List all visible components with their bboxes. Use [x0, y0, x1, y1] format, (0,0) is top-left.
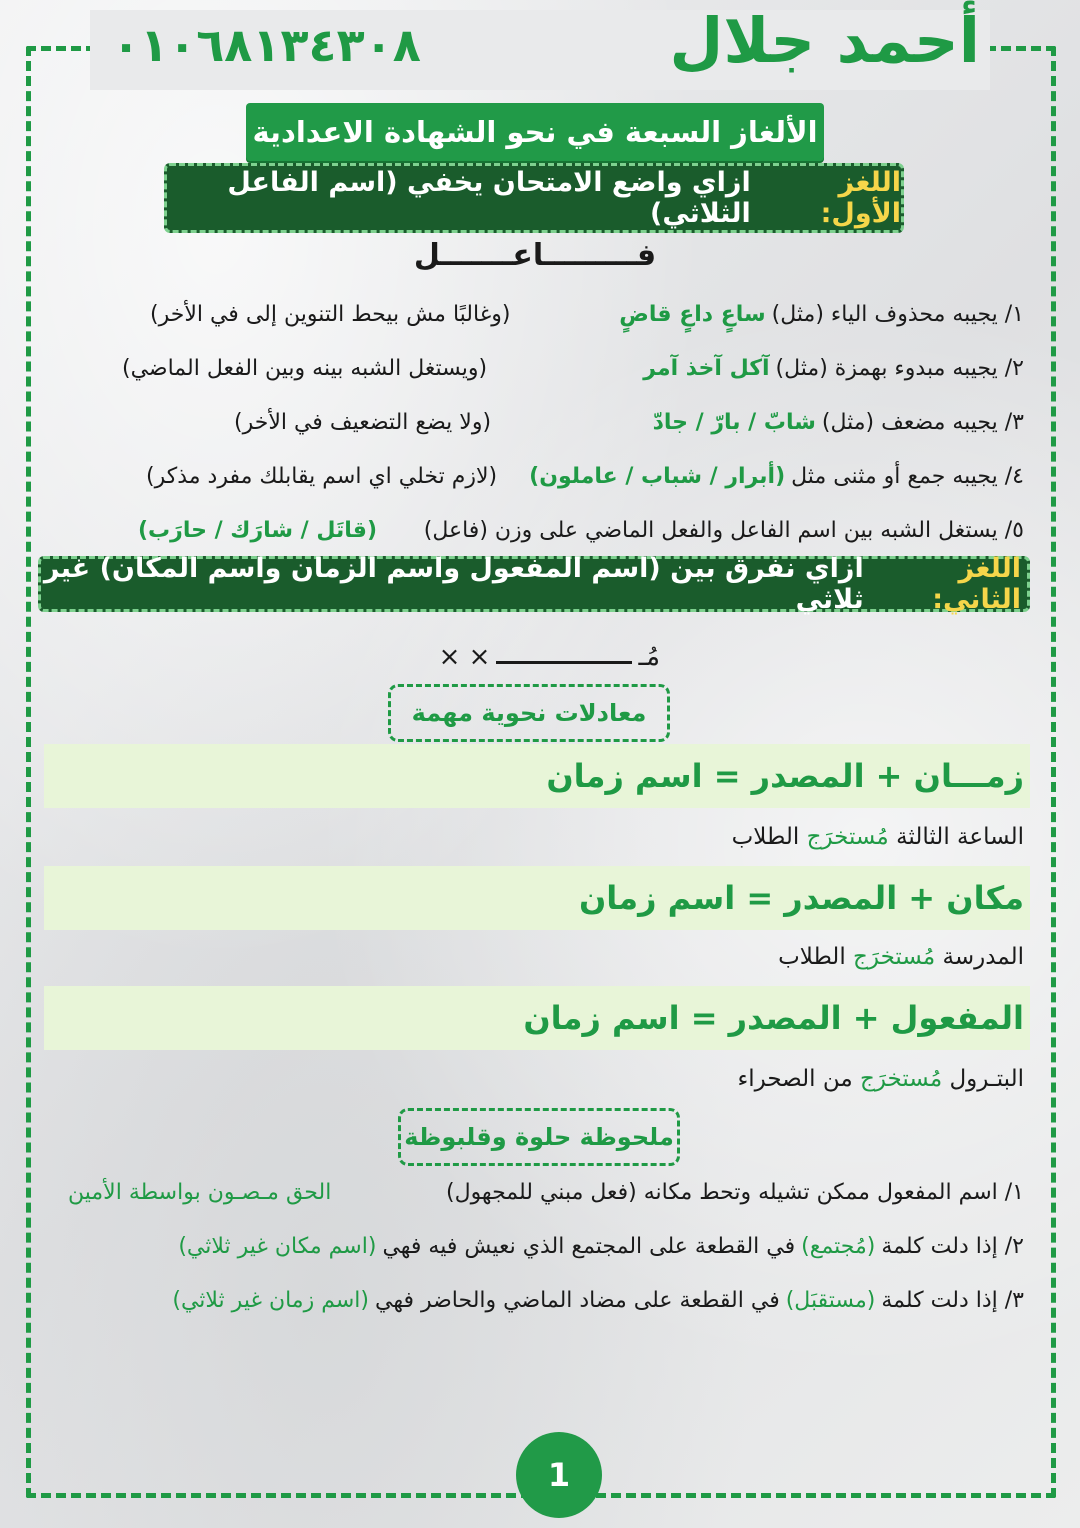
phone-number: ٠١٠٦٨١٣٤٣٠٨: [112, 18, 421, 72]
item-examples: شابّ / بارّ / جادّ: [652, 410, 816, 435]
item-examples: (أبرار / شباب / عاملون): [529, 464, 786, 489]
example-word: مُستخرَج: [853, 944, 936, 970]
note-text: ٣/ إذا دلت كلمة: [881, 1288, 1024, 1313]
equation-example: [732, 824, 1024, 850]
example-post: الطلاب: [778, 944, 846, 970]
item-note: (وغالبًا مش بيحط التنوين إلى في الأخر): [150, 302, 511, 327]
list-item: [653, 410, 1024, 435]
note-mid: في القطعة على مضاد الماضي والحاضر فهي: [374, 1288, 780, 1313]
pattern-end: × ×: [438, 642, 491, 672]
list-item: [643, 356, 1024, 381]
item-examples: ساعٍ داعٍ قاضٍ: [619, 302, 766, 327]
item-text: ٢/ يجيبه مبدوء بهمزة (مثل): [775, 356, 1024, 381]
page-number: 1: [516, 1432, 602, 1518]
example-pre: الساعة الثالثة: [896, 824, 1024, 850]
note-text: ١/ اسم المفعول ممكن تشيله وتحط مكانه (فعل مبني للمجهول): [446, 1180, 1024, 1205]
riddle1-banner: [164, 163, 904, 233]
note-mid: في القطعة على المجتمع الذي نعيش فيه فهي: [382, 1234, 796, 1259]
item-text: ١/ يجيبه محذوف الياء (مثل): [771, 302, 1024, 327]
note-green: (اسم مكان غير ثلاثي): [178, 1234, 377, 1259]
example-pre: البتـرول: [949, 1066, 1024, 1092]
item-examples: آكل آخذ آمر: [643, 356, 770, 381]
riddle2-text: ازاي نفرق بين (اسم المفعول واسم الزمان واسم المكان) غير ثلاثي: [43, 553, 864, 615]
page-title: الألغاز السبعة في نحو الشهادة الاعدادية: [246, 103, 824, 161]
maf-ul-pattern: [420, 632, 660, 672]
item-examples: (قاتَل / شارَك / حارَب): [138, 518, 377, 543]
example-word: مُستخرَج: [806, 824, 889, 850]
notes-heading: ملحوظة حلوة وقلبوظة: [398, 1108, 680, 1166]
pattern-start: مُـ: [638, 642, 660, 672]
list-item: [424, 518, 1024, 543]
riddle1-label: اللغز الأول:: [820, 167, 901, 229]
item-text: ٥/ يستغل الشبه بين اسم الفاعل والفعل الماضي على وزن (فاعل): [423, 518, 1024, 543]
item-note: (ويستغل الشبه بينه وبين الفعل الماضي): [122, 356, 488, 381]
item-text: ٤/ يجيبه جمع أو مثنى مثل: [791, 464, 1024, 489]
riddle2-label: اللغز الثاني:: [932, 553, 1021, 615]
note-green: الحق مـصـون بواسطة الأمين: [68, 1180, 332, 1205]
equation-row: المفعول + المصدر = اسم زمان: [44, 986, 1030, 1050]
note-item: [178, 1234, 1024, 1259]
item-note: (لازم تخلي اي اسم يقابلك مفرد مذكر): [146, 464, 498, 489]
riddle1-text: ازاي واضع الامتحان يخفي (اسم الفاعل الثلاثي): [227, 167, 751, 229]
equation-row: مكان + المصدر = اسم زمان: [44, 866, 1030, 930]
example-post: من الصحراء: [737, 1066, 853, 1092]
equation-row: زمـــان + المصدر = اسم زمان: [44, 744, 1030, 808]
list-item: [529, 464, 1024, 489]
pattern-dash: [496, 661, 632, 664]
riddle2-banner: [38, 553, 1030, 615]
note-text: ٢/ إذا دلت كلمة: [881, 1234, 1024, 1259]
example-word: مُستخرَج: [859, 1066, 943, 1092]
equation-example: [737, 1066, 1024, 1092]
equation-example: [778, 944, 1024, 970]
list-item: [619, 302, 1024, 327]
item-note: (ولا يضع التضعيف في الأخر): [234, 410, 492, 435]
fael-pattern: فـــــــــاعـــــــل: [413, 238, 657, 273]
note-item: [446, 1180, 1024, 1205]
item-text: ٣/ يجيبه مضعف (مثل): [821, 410, 1024, 435]
note-word: (مستقبَل): [785, 1288, 876, 1313]
note-green: (اسم زمان غير ثلاثي): [172, 1288, 369, 1313]
note-item: [172, 1288, 1024, 1313]
example-pre: المدرسة: [942, 944, 1024, 970]
example-post: الطلاب: [731, 824, 800, 850]
equations-heading: معادلات نحوية مهمة: [388, 684, 670, 742]
author-name: أحمد جلال: [669, 4, 980, 77]
note-word: (مُجتمع): [801, 1234, 876, 1259]
